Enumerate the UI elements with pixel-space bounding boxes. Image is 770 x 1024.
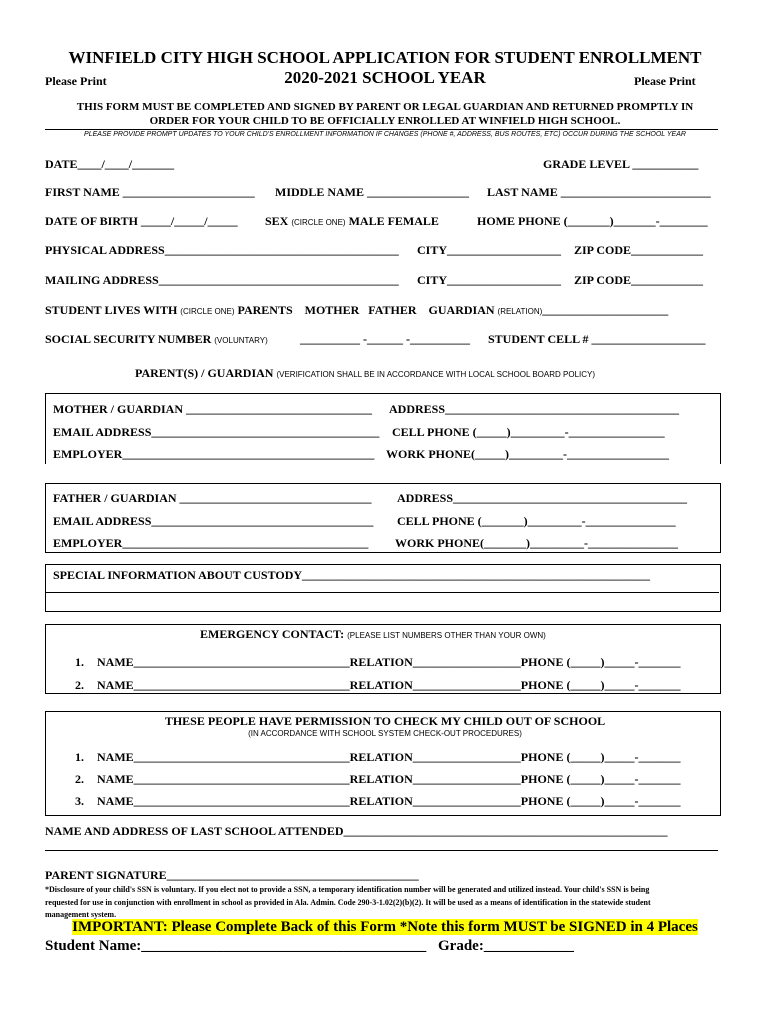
- mother-name-field[interactable]: MOTHER / GUARDIAN _______________________________: [53, 402, 373, 416]
- emergency-heading-note: (PLEASE LIST NUMBERS OTHER THAN YOUR OWN): [347, 631, 546, 640]
- row-number: 3.: [75, 794, 84, 808]
- person-name-field[interactable]: NAME____________________________________: [97, 772, 350, 786]
- custody-divider: [46, 592, 719, 593]
- physical-address-field[interactable]: PHYSICAL ADDRESS_______________________________________: [45, 243, 399, 257]
- row-number: 1.: [75, 750, 84, 764]
- mother-email-field[interactable]: EMAIL ADDRESS______________________________________: [53, 425, 380, 439]
- mother-work-phone-field[interactable]: WORK PHONE(_____)_________-_________________: [386, 447, 669, 461]
- physical-zip-field[interactable]: ZIP CODE____________: [574, 243, 704, 257]
- last-school-line-2: [45, 850, 718, 851]
- father-address-field[interactable]: ADDRESS_______________________________________: [397, 491, 688, 505]
- notice-updates: PLEASE PROVIDE PROMPT UPDATES TO YOUR CHILD'S ENROLLMENT INFORMATION IF CHANGES (PHONE #, ADDRESS, BUS ROUTES, ETC) OCCUR DURING THE SCHOOL YEAR: [84, 131, 686, 138]
- date-field[interactable]: DATE____/____/_______: [45, 157, 175, 171]
- person-relation-field[interactable]: RELATION__________________: [349, 772, 521, 786]
- student-cell-field[interactable]: STUDENT CELL # ___________________: [488, 332, 706, 346]
- person-phone-field[interactable]: PHONE (_____)_____-_______: [520, 794, 681, 808]
- lives-with-label: STUDENT LIVES WITH: [45, 303, 178, 317]
- row-number: 2.: [75, 678, 84, 692]
- person-phone-field[interactable]: PHONE (_____)_____-_______: [520, 750, 681, 764]
- contact-phone-field[interactable]: PHONE (_____)_____-_______: [520, 678, 681, 692]
- contact-relation-field[interactable]: RELATION__________________: [349, 655, 521, 669]
- person-name-field[interactable]: NAME____________________________________: [97, 750, 350, 764]
- ssn-note: (VOLUNTARY): [214, 336, 268, 345]
- date-of-birth-field[interactable]: DATE OF BIRTH _____/_____/_____: [45, 214, 238, 228]
- emergency-row-2[interactable]: [75, 678, 680, 693]
- lives-with-field[interactable]: [45, 303, 668, 318]
- school-year: 2020-2021 SCHOOL YEAR: [284, 68, 486, 87]
- father-work-phone-field[interactable]: WORK PHONE(_______)_________-_______________: [395, 536, 678, 550]
- form-title: WINFIELD CITY HIGH SCHOOL APPLICATION FOR STUDENT ENROLLMENT: [68, 48, 702, 67]
- student-grade-field[interactable]: Grade:____________: [438, 938, 574, 954]
- disclosure-line-1: *Disclosure of your child's SSN is voluntary. If you elect not to provide a SSN, a temporary identification number will be generated and utilized instead. Your child's SSN is being: [45, 885, 650, 894]
- father-cell-field[interactable]: CELL PHONE (_______)_________-_______________: [397, 514, 676, 528]
- guardian-heading: PARENT(S) / GUARDIAN (VERIFICATION SHALL BE IN ACCORDANCE WITH LOCAL SCHOOL BOARD POLICY): [135, 366, 596, 380]
- first-name-field[interactable]: FIRST NAME ______________________: [45, 185, 255, 199]
- last-school-field[interactable]: NAME AND ADDRESS OF LAST SCHOOL ATTENDED______________________________________________________: [45, 824, 668, 838]
- lives-with-note: (CIRCLE ONE): [180, 307, 235, 316]
- mother-employer-field[interactable]: EMPLOYER__________________________________________: [53, 447, 375, 461]
- father-employer-field[interactable]: EMPLOYER_________________________________________: [53, 536, 369, 550]
- mailing-zip-field[interactable]: ZIP CODE____________: [574, 273, 704, 287]
- emergency-row-1[interactable]: [75, 655, 680, 670]
- header-divider: [45, 129, 718, 130]
- contact-phone-field[interactable]: PHONE (_____)_____-_______: [520, 655, 681, 669]
- physical-city-field[interactable]: CITY___________________: [417, 243, 562, 257]
- sex-label: SEX: [265, 214, 289, 228]
- contact-name-field[interactable]: NAME____________________________________: [97, 655, 350, 669]
- mother-address-field[interactable]: ADDRESS_______________________________________: [389, 402, 680, 416]
- checkout-row-2[interactable]: [75, 772, 680, 787]
- please-print-right: Please Print: [634, 74, 696, 88]
- mother-cell-field[interactable]: CELL PHONE (_____)_________-________________: [392, 425, 665, 439]
- person-relation-field[interactable]: RELATION__________________: [349, 750, 521, 764]
- ssn-field[interactable]: [45, 332, 268, 347]
- custody-field[interactable]: SPECIAL INFORMATION ABOUT CUSTODY__________________________________________________________: [53, 568, 651, 582]
- person-name-field[interactable]: NAME____________________________________: [97, 794, 350, 808]
- please-print-left: Please Print: [45, 74, 107, 88]
- middle-name-field[interactable]: MIDDLE NAME _________________: [275, 185, 469, 199]
- emergency-heading: EMERGENCY CONTACT: (PLEASE LIST NUMBERS OTHER THAN YOUR OWN): [200, 627, 546, 641]
- student-name-field[interactable]: Student Name:______________________________________: [45, 938, 427, 954]
- grade-level-field[interactable]: GRADE LEVEL ___________: [543, 157, 699, 171]
- mailing-address-field[interactable]: MAILING ADDRESS________________________________________: [45, 273, 399, 287]
- disclosure-line-2: requested for use in conjunction with enrollment in school as provided in Ala. Admin. Code 290-3-1.02(2)(b)(2). It will be used as a means of identification in the statewide student: [45, 898, 651, 907]
- checkout-row-1[interactable]: [75, 750, 680, 765]
- row-number: 2.: [75, 772, 84, 786]
- checkout-row-3[interactable]: [75, 794, 680, 809]
- father-email-field[interactable]: EMAIL ADDRESS_____________________________________: [53, 514, 374, 528]
- parent-signature-field[interactable]: PARENT SIGNATURE__________________________________________: [45, 868, 419, 882]
- important-notice: IMPORTANT: Please Complete Back of this Form *Note this form MUST be SIGNED in 4 Places: [72, 919, 698, 935]
- ssn-line[interactable]: __________ -______ -__________: [300, 332, 470, 346]
- notice-line-2: ORDER FOR YOUR CHILD TO BE OFFICIALLY ENROLLED AT WINFIELD HIGH SCHOOL.: [149, 115, 621, 127]
- relation-line[interactable]: _____________________: [542, 303, 669, 317]
- contact-name-field[interactable]: NAME____________________________________: [97, 678, 350, 692]
- relation-note: (RELATION): [497, 307, 543, 316]
- last-name-field[interactable]: LAST NAME _________________________: [487, 185, 711, 199]
- ssn-label: SOCIAL SECURITY NUMBER: [45, 332, 212, 346]
- guardian-heading-note: (VERIFICATION SHALL BE IN ACCORDANCE WITH LOCAL SCHOOL BOARD POLICY): [276, 370, 596, 379]
- checkout-heading: THESE PEOPLE HAVE PERMISSION TO CHECK MY CHILD OUT OF SCHOOL: [164, 714, 606, 728]
- sex-field[interactable]: [265, 214, 439, 229]
- row-number: 1.: [75, 655, 84, 669]
- lives-with-options[interactable]: PARENTS MOTHER FATHER GUARDIAN: [237, 303, 495, 317]
- sex-options[interactable]: MALE FEMALE: [348, 214, 439, 228]
- notice-line-1: THIS FORM MUST BE COMPLETED AND SIGNED BY PARENT OR LEGAL GUARDIAN AND RETURNED PROMPTLY IN: [76, 101, 694, 113]
- sex-note: (CIRCLE ONE): [291, 218, 346, 227]
- home-phone-field[interactable]: HOME PHONE (_______)_______-________: [477, 214, 708, 228]
- person-relation-field[interactable]: RELATION__________________: [349, 794, 521, 808]
- disclosure-line-3: management system.: [45, 910, 117, 919]
- contact-relation-field[interactable]: RELATION__________________: [349, 678, 521, 692]
- father-name-field[interactable]: FATHER / GUARDIAN ________________________________: [53, 491, 372, 505]
- checkout-heading-note: (IN ACCORDANCE WITH SCHOOL SYSTEM CHECK-OUT PROCEDURES): [248, 729, 522, 738]
- person-phone-field[interactable]: PHONE (_____)_____-_______: [520, 772, 681, 786]
- mailing-city-field[interactable]: CITY___________________: [417, 273, 562, 287]
